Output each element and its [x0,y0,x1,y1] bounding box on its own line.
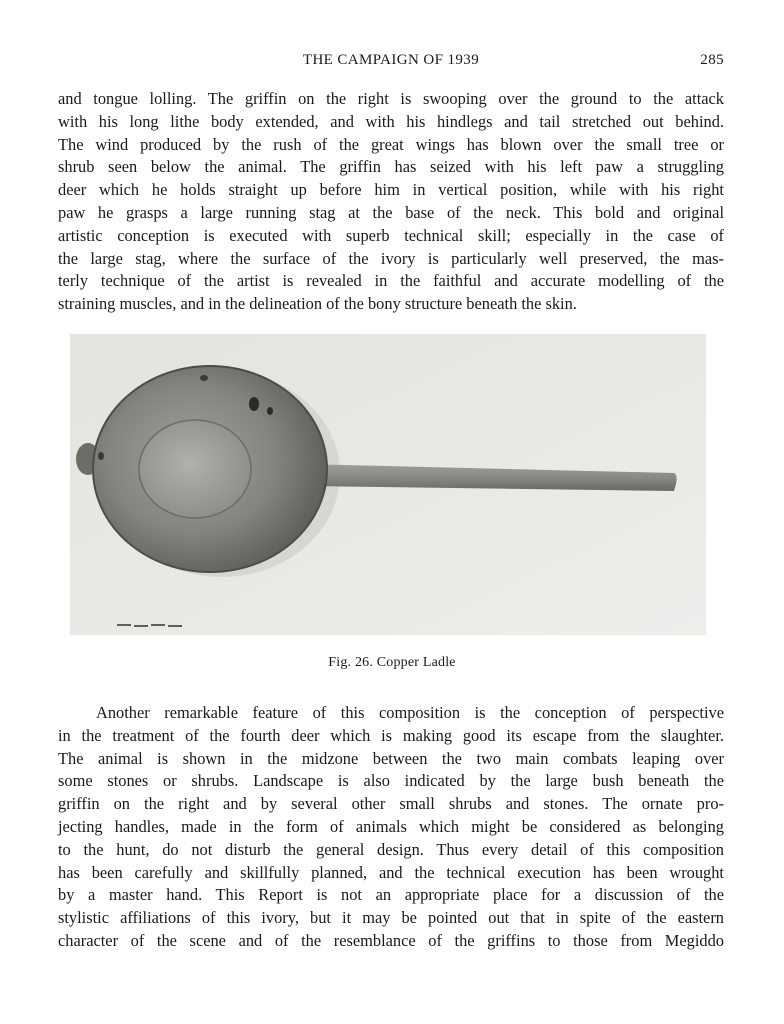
running-title: THE CAMPAIGN OF 1939 [302,52,480,68]
text-line: with his long lithe body extended, and with his hindlegs and tail stretched out behind. [58,111,724,131]
ladle-bowl-center [139,420,251,518]
ladle-corrosion-hole [200,375,208,381]
body-paragraph-2 [58,702,724,953]
ladle-corrosion-hole [98,452,104,460]
text-line: in the treatment of the fourth deer which is making good its escape from the slaughter. [58,725,724,745]
page-number: 285 [700,52,724,68]
ladle-corrosion-hole [249,397,259,411]
figure-caption: Fig. 26. Copper Ladle [328,655,456,670]
text-line: griffin on the right and by several other small shrubs and stones. The ornate pro- [58,794,724,814]
ladle-photo-svg [70,334,706,635]
body-paragraph-1 [58,88,724,316]
text-line: shrub seen below the animal. The griffin has seized with his left paw a struggling [58,157,724,177]
ladle-corrosion-hole [267,407,273,415]
text-line: artistic conception is executed with superb technical skill; especially in the case of [58,225,724,245]
text-line: paw he grasps a large running stag at the base of the neck. This bold and original [58,202,724,222]
text-line: jecting handles, made in the form of animals which might be considered as belonging [58,816,724,836]
text-line: terly technique of the artist is revealed in the faithful and accurate modelling of the [58,271,724,291]
text-line: to the hunt, do not disturb the general design. Thus every detail of this composition [58,839,724,859]
text-line: Another remarkable feature of this composition is the conception of perspective [96,703,724,722]
text-line: has been carefully and skillfully planned, and the technical execution has been wrought [58,862,724,882]
text-line: the large stag, where the surface of the ivory is particularly well preserved, the mas- [58,248,724,268]
figure-photo-copper-ladle [70,334,706,635]
text-line: straining muscles, and in the delineation of the bony structure beneath the skin. [58,294,577,314]
text-line: deer which he holds straight up before him in vertical position, while with his right [58,180,724,200]
text-line: character of the scene and of the resemblance of the griffins to those from Megiddo [58,930,724,950]
text-line: some stones or shrubs. Landscape is also indicated by the large bush beneath the [58,771,724,791]
text-line: by a master hand. This Report is not an appropriate place for a discussion of the [58,885,724,905]
text-line: The animal is shown in the midzone between the two main combats leaping over [58,748,724,768]
text-line: and tongue lolling. The griffin on the right is swooping over the ground to the attack [58,89,724,108]
text-line: The wind produced by the rush of the great wings has blown over the small tree or [58,134,724,154]
running-head [58,52,724,72]
text-line: stylistic affiliations of this ivory, but it may be pointed out that in spite of the eastern [58,908,724,928]
